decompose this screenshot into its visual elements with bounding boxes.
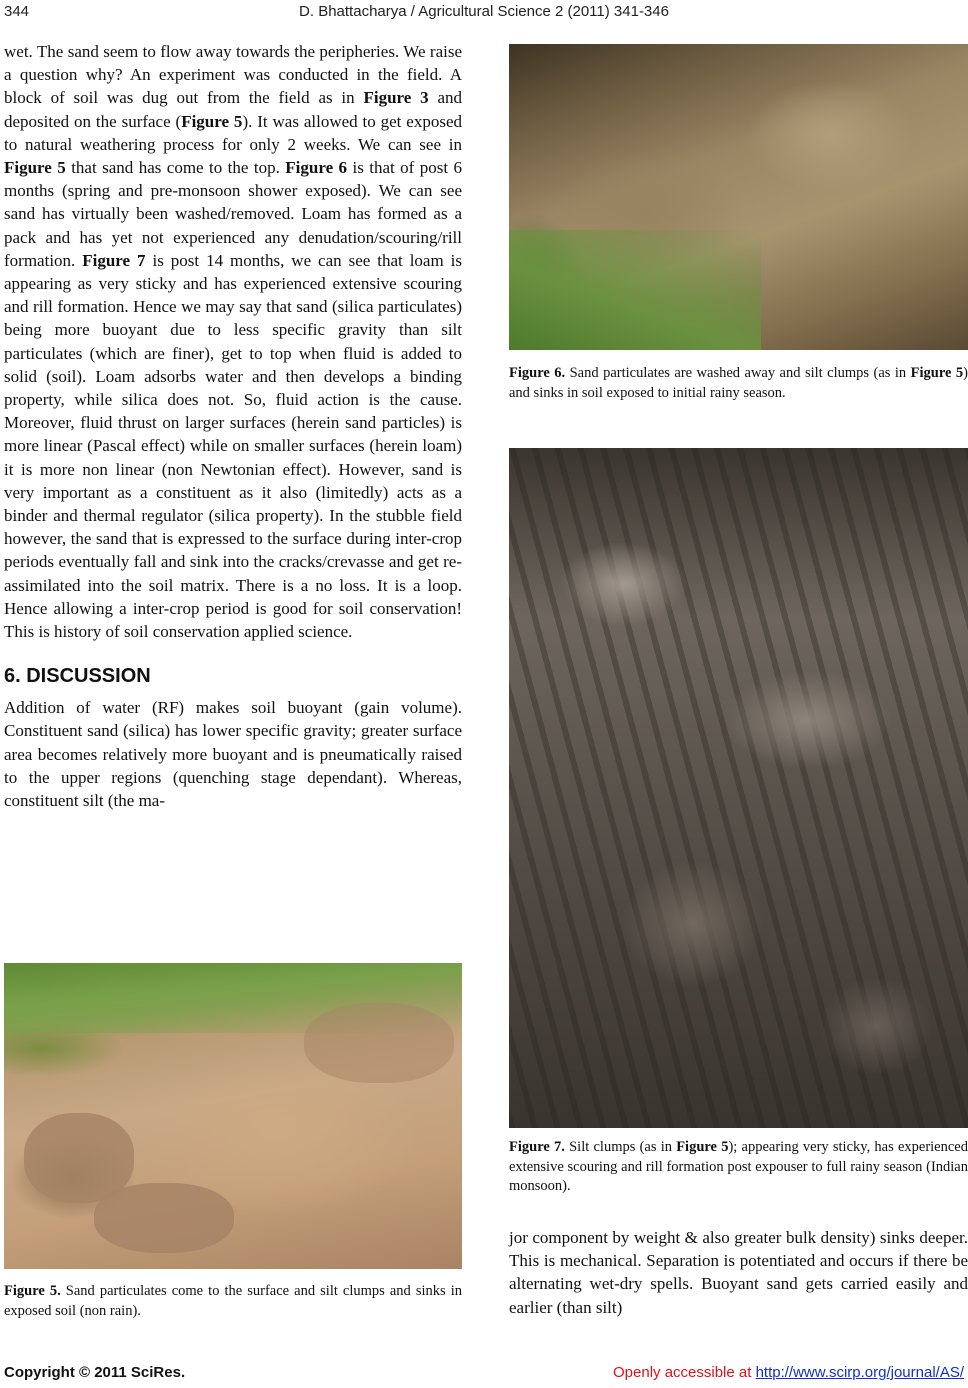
section-heading-discussion: 6. DISCUSSION bbox=[4, 665, 151, 688]
figure-reference: Figure 5 bbox=[910, 365, 964, 381]
journal-citation: D. Bhattacharya / Agricultural Science 2 (2011) 341-346 bbox=[299, 3, 669, 20]
open-access-notice bbox=[613, 1364, 964, 1381]
figure-5-photo bbox=[4, 963, 462, 1269]
left-column bbox=[4, 40, 462, 812]
figure-reference: Figure 6. bbox=[509, 365, 566, 381]
body-paragraph-1: wet. The sand seem to flow away towards the peripheries. We raise a question why? An experiment was conducted in the field. A block of soil was dug out from the field as in Figure 3 and deposited on the surface (Figure 5). It was allowed to get exposed to natural weathering process for only 2 weeks. We can see in Figure 5 that sand has come to the top. Figure 6 is that of post 6 months (spring and pre-monsoon shower exposed). We can see sand has virtually been washed/removed. Loam has formed as a pack and has yet not experienced any denudation/scouring/rill formation. Figure 7 is post 14 months, we can see that loam is appearing as very sticky and has experienced extensive scouring and rill formation. Hence we may say that sand (silica particulates) being more buoyant due to less specific gravity than silt particulates (which are finer), get to top when fluid is added to solid (soil). Loam adsorbs water and then develops a binding property, while silica does not. So, fluid action is the cause. Moreover, fluid thrust on larger surfaces (herein sand particles) is more linear (Pascal effect) while on smaller surfaces (herein loam) it is more non linear (non Newtonian effect). However, sand is very important as a constituent as it also (limitedly) acts as a binder and thermal regulator (silica property). In the stubble field however, the sand that is expressed to the surface during inter-crop periods eventually fall and sink into the cracks/crevasse and get re-assimilated into the soil matrix. There is a no loss. It is a loop. Hence allowing a inter-crop period is good for soil conservation! This is history of soil conservation applied science. bbox=[4, 42, 462, 642]
figure-7-caption: Figure 7. Silt clumps (as in Figure 5); appearing very sticky, has experienced extensive scouring and rill formation post expouser to full rainy season (Indian monsoon). bbox=[509, 1139, 968, 1194]
running-head bbox=[4, 3, 964, 23]
figure-reference: Figure 5 bbox=[181, 111, 243, 131]
figure-reference: Figure 5. bbox=[4, 1283, 61, 1299]
body-paragraph-2: Addition of water (RF) makes soil buoyant (gain volume). Constituent sand (silica) has lower specific gravity; greater surface area becomes relatively more buoyant and is pneumatically raised to the upper regions (quenching stage dependant). Whereas, constituent silt (the ma- bbox=[4, 698, 462, 811]
page-footer bbox=[4, 1364, 964, 1386]
figure-reference: Figure 7. bbox=[509, 1139, 565, 1155]
figure-7-photo bbox=[509, 448, 968, 1128]
right-column-text bbox=[509, 1226, 968, 1319]
figure-reference: Figure 5 bbox=[676, 1139, 729, 1155]
page-number: 344 bbox=[4, 3, 30, 20]
figure-reference: Figure 3 bbox=[363, 88, 429, 108]
soil-clump bbox=[94, 1183, 234, 1253]
open-access-label: Openly accessible at bbox=[613, 1364, 756, 1381]
figure-reference: Figure 7 bbox=[82, 250, 146, 270]
soil-clump bbox=[304, 1003, 454, 1083]
body-paragraph-3: jor component by weight & also greater bulk density) sinks deeper. This is mechanical. Separation is potentiated and occurs if there be alternating wet-dry spells. Buoyant sand gets carried easily and earlier (than silt) bbox=[509, 1228, 968, 1317]
figure-reference: Figure 6 bbox=[285, 158, 348, 178]
copyright-notice: Copyright © 2011 SciRes. bbox=[4, 1364, 186, 1381]
grass-region bbox=[509, 230, 761, 350]
journal-link[interactable]: http://www.scirp.org/journal/AS/ bbox=[755, 1364, 964, 1381]
figure-5-caption: Figure 5. Sand particulates come to the surface and silt clumps and sinks in exposed soil (non rain). bbox=[4, 1283, 462, 1319]
figure-reference: Figure 5 bbox=[4, 158, 66, 178]
figure-6-caption: Figure 6. Sand particulates are washed away and silt clumps (as in Figure 5) and sinks in soil exposed to initial rainy season. bbox=[509, 365, 968, 401]
figure-6-photo bbox=[509, 44, 968, 350]
